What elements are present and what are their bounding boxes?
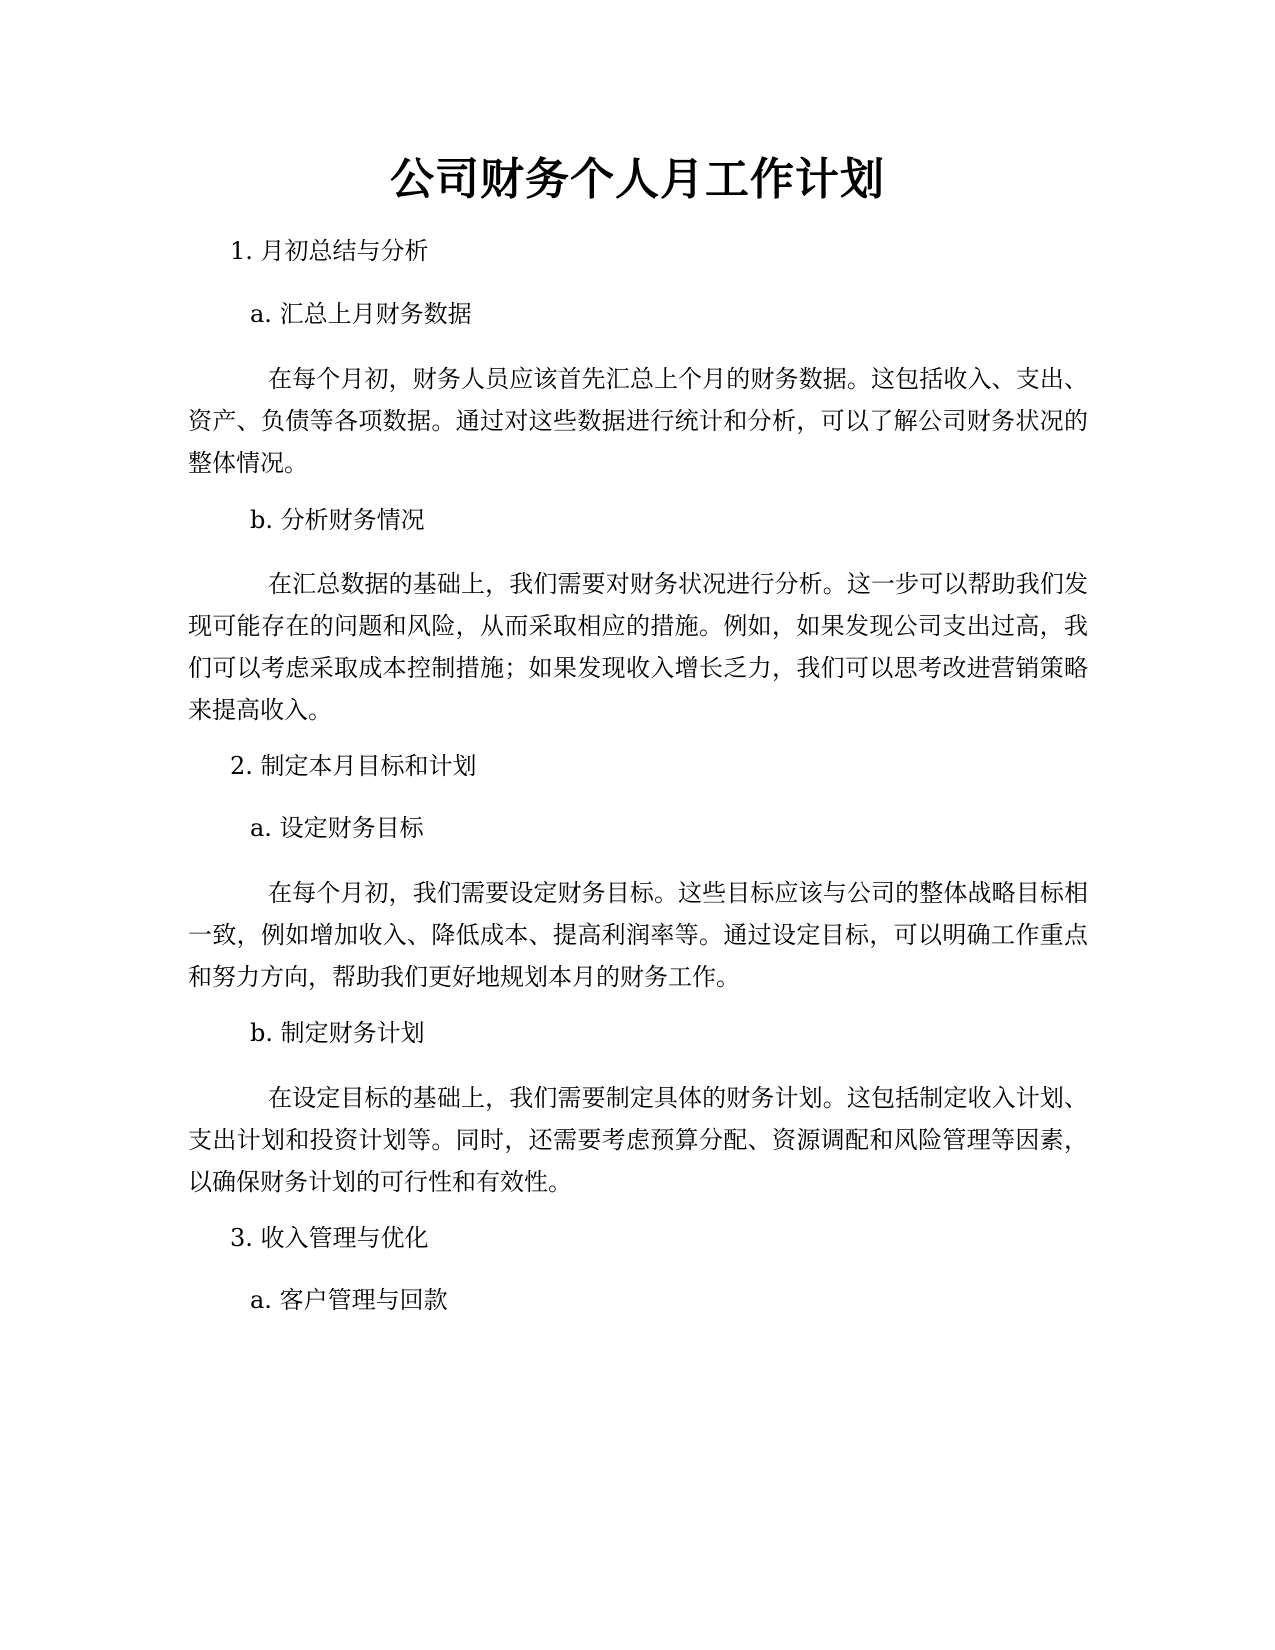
section-heading-1: 1. 月初总结与分析 xyxy=(230,237,429,265)
paragraph-2b: 在设定目标的基础上，我们需要制定具体的财务计划。这包括制定收入计划、支出计划和投资计划等。同时，还需要考虑预算分配、资源调配和风险管理等因素，以确保财务计划的可行性和有效性。 xyxy=(188,1084,1088,1196)
subsection-heading-2b: b. 制定财务计划 xyxy=(250,1019,425,1047)
document-title: 公司财务个人月工作计划 xyxy=(390,154,885,205)
subsection-heading-2a: a. 设定财务目标 xyxy=(250,814,424,842)
subsection-heading-1b: b. 分析财务情况 xyxy=(250,506,425,534)
subsection-heading-3a: a. 客户管理与回款 xyxy=(250,1286,448,1314)
paragraph-2a: 在每个月初，我们需要设定财务目标。这些目标应该与公司的整体战略目标相一致，例如增加收入、降低成本、提高利润率等。通过设定目标，可以明确工作重点和努力方向，帮助我们更好地规划本月的财务工作。 xyxy=(188,879,1088,991)
paragraph-1a: 在每个月初，财务人员应该首先汇总上个月的财务数据。这包括收入、支出、资产、负债等各项数据。通过对这些数据进行统计和分析，可以了解公司财务状况的整体情况。 xyxy=(188,365,1088,477)
paragraph-1b: 在汇总数据的基础上，我们需要对财务状况进行分析。这一步可以帮助我们发现可能存在的问题和风险，从而采取相应的措施。例如，如果发现公司支出过高，我们可以考虑采取成本控制措施；如果发现收入增长乏力，我们可以思考改进营销策略来提高收入。 xyxy=(188,570,1088,724)
section-heading-2: 2. 制定本月目标和计划 xyxy=(230,752,477,780)
section-heading-3: 3. 收入管理与优化 xyxy=(230,1224,429,1252)
subsection-heading-1a: a. 汇总上月财务数据 xyxy=(250,300,472,328)
